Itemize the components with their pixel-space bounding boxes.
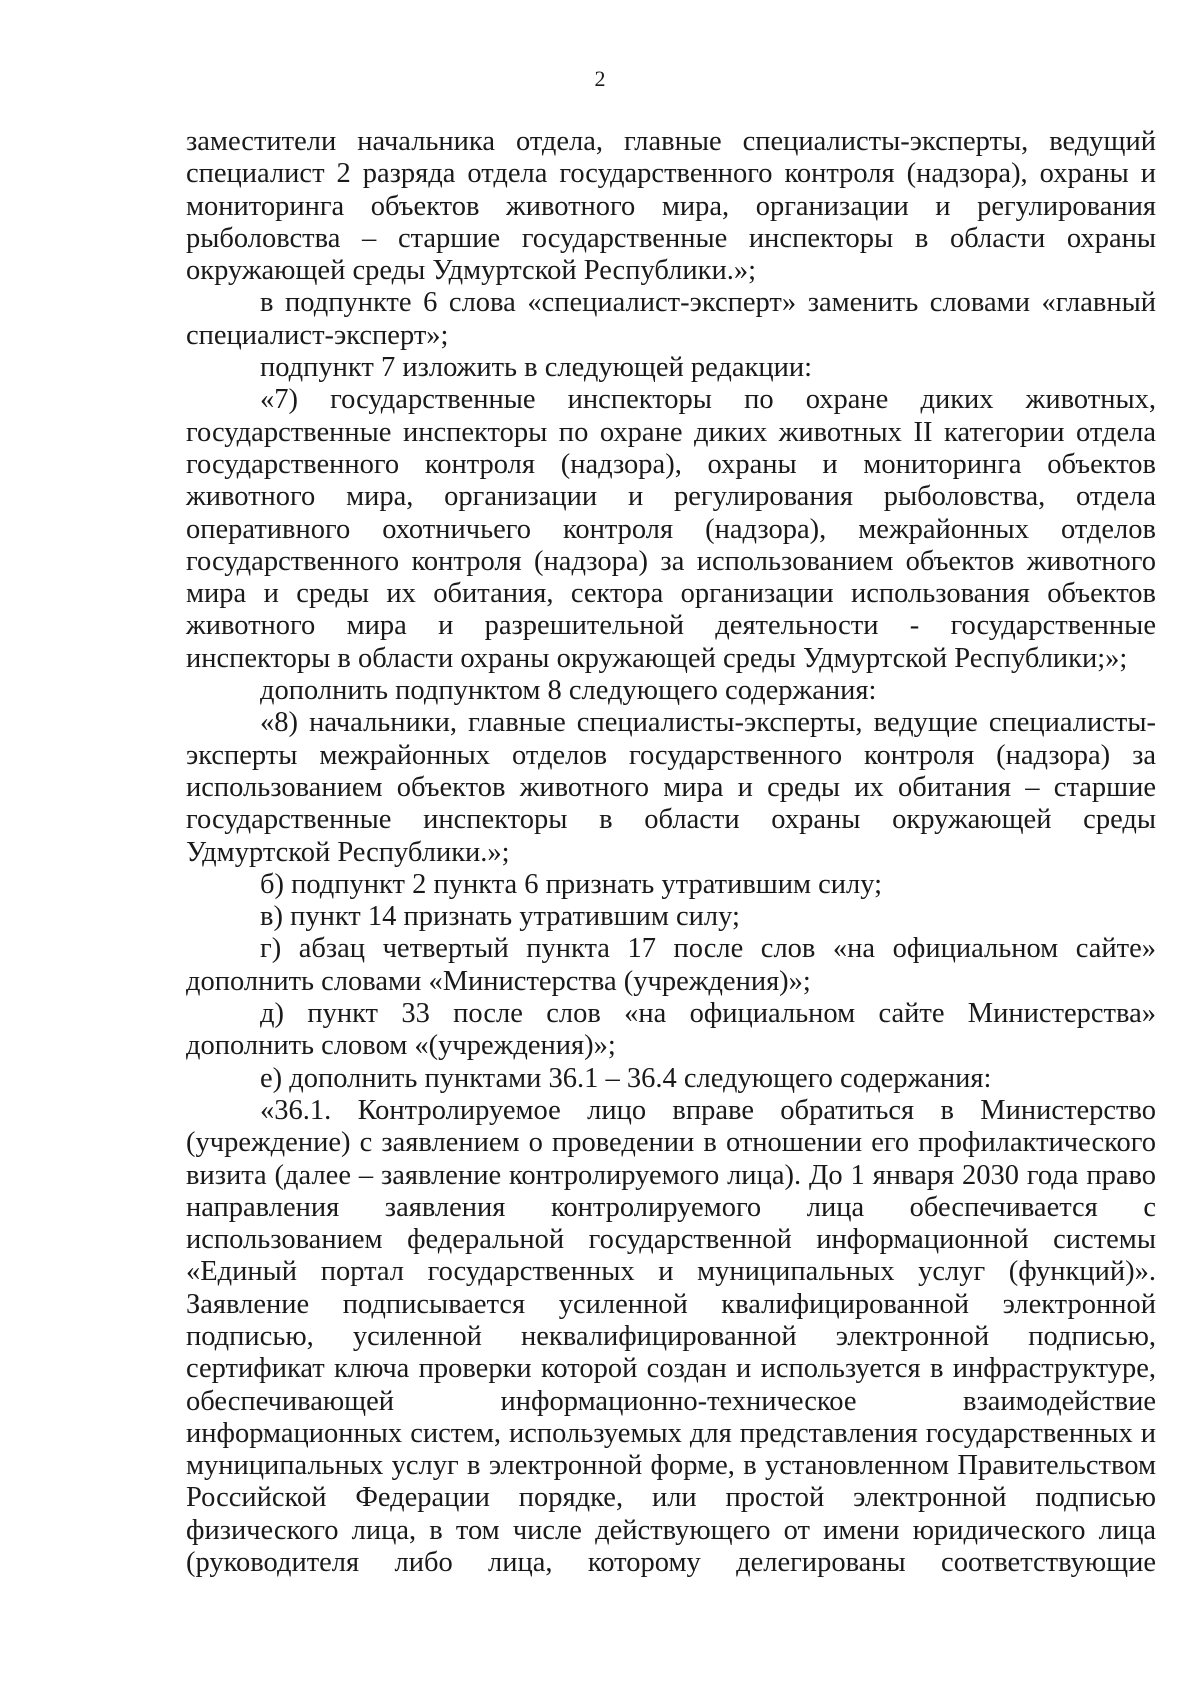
paragraph: г) абзац четвертый пункта 17 после слов «на официальном сайте» дополнить словами «Министерства (учреждения)»; [186, 933, 1156, 997]
document-body [186, 126, 1156, 1579]
paragraph: заместители начальника отдела, главные специалисты-эксперты, ведущий специалист 2 разряда отдела государственного контроля (надзора), охраны и мониторинга объектов животного мира, организации и регулирования рыболовства – старшие государственные инспекторы в области охраны окружающей среды Удмуртской Республики.»; [186, 126, 1156, 287]
paragraph: «7) государственные инспекторы по охране диких животных, государственные инспекторы по охране диких животных II категории отдела государственного контроля (надзора), охраны и мониторинга объектов животного мира, организации и регулирования рыболовства, отдела оперативного охотничьего контроля (надзора), межрайонных отделов государственного контроля (надзора) за использованием объектов животного мира и среды их обитания, сектора организации использования объектов животного мира и разрешительной деятельности - государственные инспекторы в области охраны окружающей среды Удмуртской Республики;»; [186, 384, 1156, 674]
paragraph: «36.1. Контролируемое лицо вправе обратиться в Министерство (учреждение) с заявлением о проведении в отношении его профилактического визита (далее – заявление контролируемого лица). До 1 января 2030 года право направления заявления контролируемого лица обеспечивается с использованием федеральной государственной информационной системы «Единый портал государственных и муниципальных услуг (функций)». Заявление подписывается усиленной квалифицированной электронной подписью, усиленной неквалифицированной электронной подписью, сертификат ключа проверки которой создан и используется в инфраструктуре, обеспечивающей информационно-техническое взаимодействие информационных систем, используемых для представления государственных и муниципальных услуг в электронной форме, в установленном Правительством Российской Федерации порядке, или простой электронной подписью физического лица, в том числе действующего от имени юридического лица (руководителя либо лица, которому делегированы соответствующие [186, 1094, 1156, 1579]
paragraph: в подпункте 6 слова «специалист-эксперт» заменить словами «главный специалист-эксперт»; [186, 287, 1156, 351]
paragraph: д) пункт 33 после слов «на официальном сайте Министерства» дополнить словом «(учреждения)»; [186, 998, 1156, 1062]
page-number: 2 [594, 66, 606, 91]
paragraph: подпункт 7 изложить в следующей редакции: [260, 352, 813, 384]
paragraph: дополнить подпунктом 8 следующего содержания: [260, 675, 877, 707]
paragraph: б) подпункт 2 пункта 6 признать утратившим силу; [260, 868, 883, 900]
paragraph: «8) начальники, главные специалисты-эксперты, ведущие специалисты-эксперты межрайонных отделов государственного контроля (надзора) за использованием объектов животного мира и среды их обитания – старшие государственные инспекторы в области охраны окружающей среды Удмуртской Республики.»; [186, 707, 1156, 868]
paragraph: е) дополнить пунктами 36.1 – 36.4 следующего содержания: [260, 1062, 992, 1094]
paragraph: в) пункт 14 признать утратившим силу; [260, 901, 740, 933]
